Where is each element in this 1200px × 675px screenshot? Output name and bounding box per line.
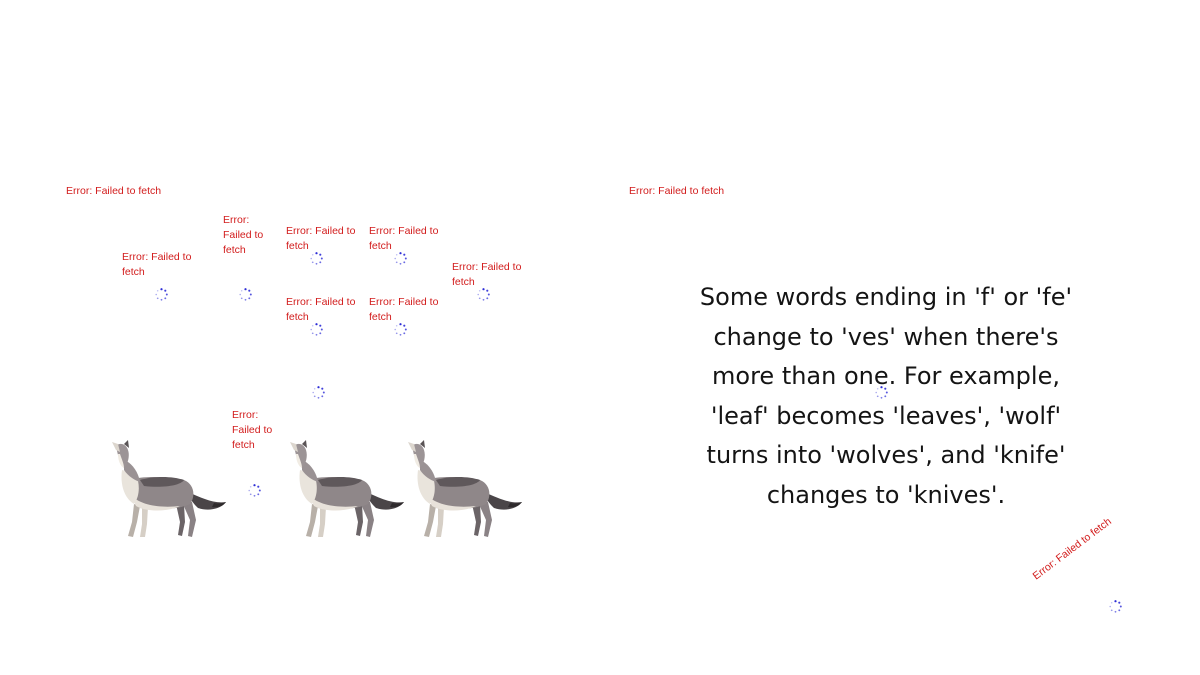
error-message: Error: Failed to fetch <box>286 296 356 323</box>
loading-spinner-icon <box>394 252 407 265</box>
error-message: Error: Failed to fetch <box>66 185 162 197</box>
loading-spinner-icon <box>310 252 323 265</box>
error-message: Error: Failed to fetch <box>232 409 273 451</box>
loading-spinner-icon <box>310 323 323 336</box>
explanation-text: Some words ending in 'f' or 'fe' change to 'ves' when there's more than one. For example, 'leaf' becomes 'leaves', 'wolf' turns into 'wolves', and 'knife' changes to 'knives'. <box>699 283 1073 509</box>
wolf-image <box>406 440 524 540</box>
error-message: Error: Failed to fetch <box>452 261 522 288</box>
loading-spinner-icon <box>1109 600 1122 613</box>
error-message: Error: Failed to fetch <box>369 225 439 252</box>
loading-spinner-icon <box>312 386 325 399</box>
loading-spinner-icon <box>477 288 490 301</box>
error-message: Error: Failed to fetch <box>629 185 725 197</box>
error-message: Error: Failed to fetch <box>369 296 439 323</box>
error-message: Error: Failed to fetch <box>1030 515 1114 583</box>
error-message: Error: Failed to fetch <box>122 251 192 278</box>
error-message: Error: Failed to fetch <box>223 214 264 256</box>
error-message: Error: Failed to fetch <box>286 225 356 252</box>
loading-spinner-icon <box>248 484 261 497</box>
loading-spinner-icon <box>155 288 168 301</box>
loading-spinner-icon <box>239 288 252 301</box>
loading-spinner-icon <box>394 323 407 336</box>
wolf-image <box>288 440 406 540</box>
wolf-image <box>110 440 228 540</box>
